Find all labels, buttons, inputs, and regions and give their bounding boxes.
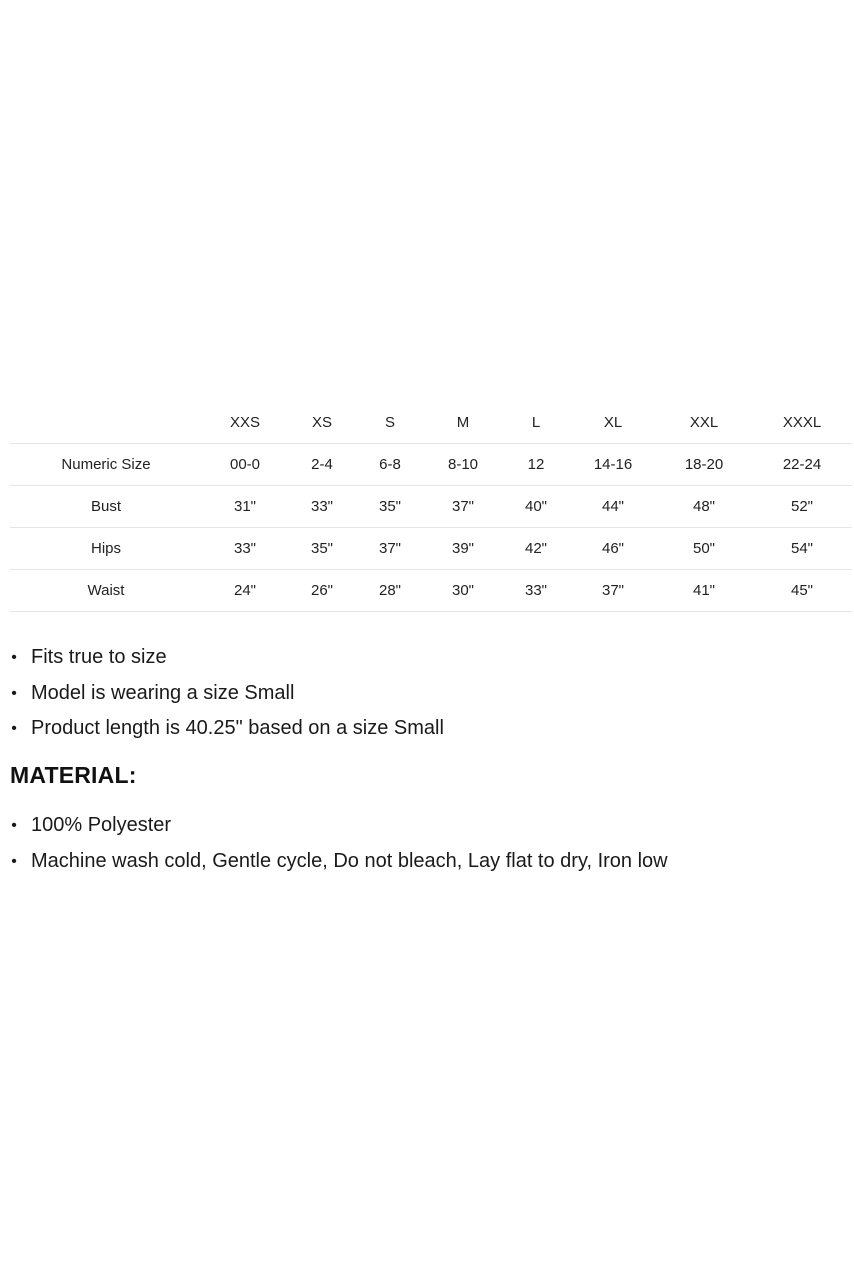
table-row-waist [10,570,852,612]
size-header-xxxl: XXXL [752,402,852,444]
bullet-icon: • [11,817,17,834]
size-header-xs: XS [288,402,356,444]
table-cell: 52" [752,486,852,528]
size-header-m: M [424,402,502,444]
table-cell: 33" [202,528,288,570]
table-row-numeric-size [10,444,852,486]
table-cell: 37" [356,528,424,570]
table-cell: 12 [502,444,570,486]
table-cell: 22-24 [752,444,852,486]
table-cell: 31" [202,486,288,528]
table-cell: 37" [424,486,502,528]
table-cell: 40" [502,486,570,528]
list-item [10,676,444,712]
table-row-bust [10,486,852,528]
table-row-hips [10,528,852,570]
row-label: Bust [10,486,202,528]
bullet-icon: • [11,852,17,870]
size-header-row [10,402,852,444]
fit-note-text: Product length is 40.25" based on a size Small [31,717,444,739]
table-cell: 28" [356,570,424,612]
material-heading: MATERIAL: [10,762,137,788]
table-cell: 2-4 [288,444,356,486]
table-cell: 44" [570,486,656,528]
bullet-icon: • [11,649,17,666]
list-item [10,711,444,747]
table-cell: 48" [656,486,752,528]
table-cell: 26" [288,570,356,612]
fit-note-text: Fits true to size [31,646,167,668]
size-header-s: S [356,402,424,444]
size-header-xxl: XXL [656,402,752,444]
fit-notes-list [10,640,444,747]
table-cell: 50" [656,528,752,570]
table-cell: 33" [288,486,356,528]
list-item [10,640,444,676]
table-cell: 54" [752,528,852,570]
row-label: Waist [10,570,202,612]
table-cell: 14-16 [570,444,656,486]
table-cell: 35" [288,528,356,570]
table-cell: 46" [570,528,656,570]
size-header-xl: XL [570,402,656,444]
table-cell: 00-0 [202,444,288,486]
size-header-l: L [502,402,570,444]
bullet-icon: • [11,720,17,737]
table-cell: 8-10 [424,444,502,486]
row-label: Numeric Size [10,444,202,486]
size-chart-table [10,402,852,612]
list-item [10,844,668,880]
row-label: Hips [10,528,202,570]
table-cell: 30" [424,570,502,612]
table-cell: 24" [202,570,288,612]
material-item-text: Machine wash cold, Gentle cycle, Do not bleach, Lay flat to dry, Iron low [31,849,668,872]
size-header-empty [10,402,202,444]
table-cell: 42" [502,528,570,570]
table-cell: 18-20 [656,444,752,486]
material-list [10,808,668,879]
bullet-icon: • [11,684,17,702]
table-cell: 37" [570,570,656,612]
table-cell: 41" [656,570,752,612]
table-cell: 6-8 [356,444,424,486]
size-header-xxs: XXS [202,402,288,444]
list-item [10,808,668,844]
table-cell: 35" [356,486,424,528]
table-cell: 45" [752,570,852,612]
fit-note-text: Model is wearing a size Small [31,681,295,704]
table-cell: 33" [502,570,570,612]
table-cell: 39" [424,528,502,570]
material-item-text: 100% Polyester [31,814,172,836]
